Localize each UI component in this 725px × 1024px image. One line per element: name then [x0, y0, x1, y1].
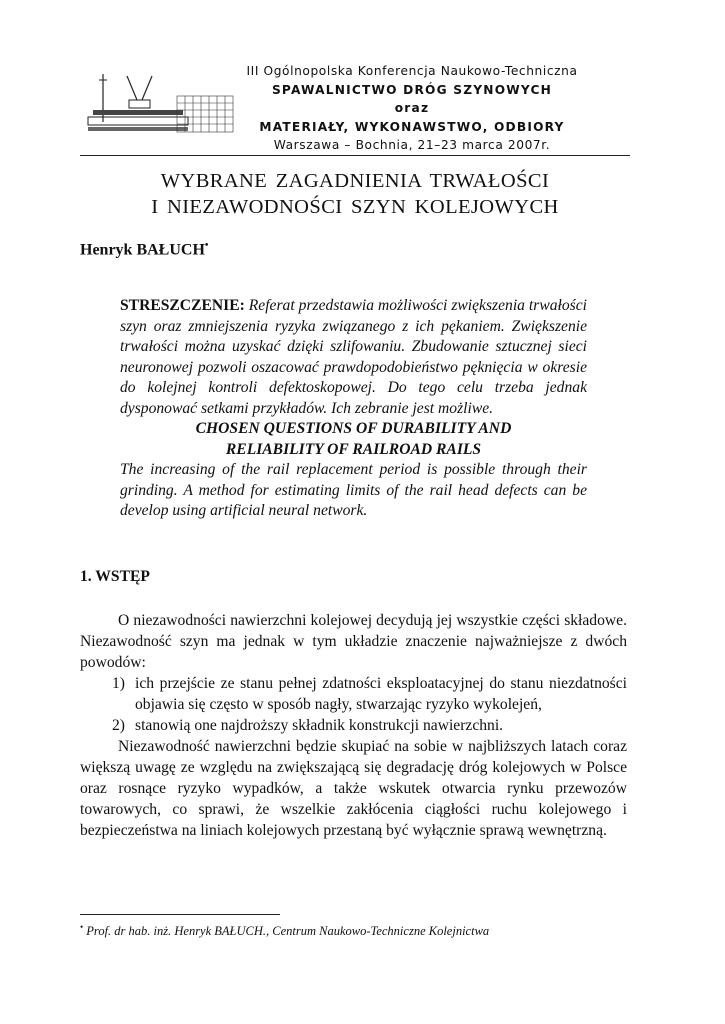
footnote-text: Prof. dr hab. inż. Henryk BAŁUCH., Centrum Naukowo-Techniczne Kolejnictwa: [86, 924, 490, 939]
title-line-1: WYBRANE ZAGADNIENIA TRWAŁOŚCI: [160, 170, 550, 192]
section-body: [80, 610, 627, 841]
conference-header: [232, 62, 592, 155]
paper-title: [80, 168, 630, 220]
abstract-pl: [120, 296, 587, 419]
list-item-number: 2): [112, 717, 125, 734]
conference-logo: [85, 72, 240, 142]
english-title-line-1: CHOSEN QUESTIONS OF DURABILITY AND: [195, 420, 512, 437]
list-item-number: 1): [112, 675, 125, 692]
paragraph-2: Niezawodność nawierzchni będzie skupiać na sobie w najbliższych latach coraz większą uwagę ze względu na zwiększającą się degradację dróg kolejowych w Polsce oraz rosnące ryzyko wypadków, a także wskutek otwarcia rynku przewozów towarowych, co sprawi, że wszelkie zakłócenia ciągłości ruchu kolejowego i bezpieczeństwa na liniach kolejowych przestaną być wyłącznie sprawą wewnętrzną.: [80, 738, 627, 839]
reasons-list: [80, 673, 627, 736]
list-item-text: ich przejście ze stanu pełnej zdatności eksploatacyjnej do stanu niezdatności objawia się często w sposób nagły, stwarzając ryzyko wykolejeń,: [135, 675, 627, 713]
list-item: [80, 673, 627, 715]
abstract-label: STRESZCZENIE:: [120, 297, 245, 314]
footnote-divider: [80, 914, 280, 915]
conference-place-date: Warszawa – Bochnia, 21–23 marca 2007r.: [273, 138, 551, 152]
author-footnote-mark: •: [204, 240, 209, 251]
conference-topic: SPAWALNICTWO DRÓG SZYNOWYCH: [271, 82, 553, 97]
english-title: [120, 419, 587, 460]
conference-subtopic: MATERIAŁY, WYKONAWSTWO, ODBIORY: [259, 119, 565, 134]
abstract: [120, 296, 587, 522]
abstract-text-en: The increasing of the rail replacement period is possible through their grinding. A method for estimating limits of the rail head defects can be develop using artificial neural network.: [120, 461, 587, 519]
english-title-line-2: RELIABILITY OF RAILROAD RAILS: [225, 440, 482, 458]
abstract-text-pl: Referat przedstawia możliwości zwiększenia trwałości szyn oraz zmniejszenia ryzyka związanego z ich pękaniem. Zwiększenie trwałości można uzyskać dzięki szlifowaniu. Zbudowanie sztucznej sieci neuronowej pozwoli oszacować prawdopodobieństwo pęknięcia w okresie do kolejnej kontroli defektoskopowej. Do tego celu trzeba jednak dysponować setkami przykładów. Ich zebranie jest możliwe.: [120, 297, 587, 417]
author-name: Henryk BAŁUCH: [80, 241, 205, 259]
conference-name: III Ogólnopolska Konferencja Naukowo-Techniczna: [246, 64, 578, 78]
paragraph-1: O niezawodności nawierzchni kolejowej decydują jej wszystkie części składowe. Niezawodność szyn ma jednak w tym układzie znaczenie najważniejsze z dwóch powodów:: [80, 612, 627, 671]
author: [80, 240, 208, 259]
list-item: [80, 715, 627, 736]
footnote-mark: •: [80, 922, 84, 932]
list-item-text: stanowią one najdroższy składnik konstrukcji nawierzchni.: [135, 717, 504, 734]
section-heading: 1. WSTĘP: [80, 568, 150, 585]
title-line-2: I NIEZAWODNOŚCI SZYN KOLEJOWYCH: [151, 196, 559, 218]
footnote: [80, 922, 489, 939]
conference-conjunction: oraz: [394, 101, 430, 115]
header-divider: [80, 155, 630, 156]
